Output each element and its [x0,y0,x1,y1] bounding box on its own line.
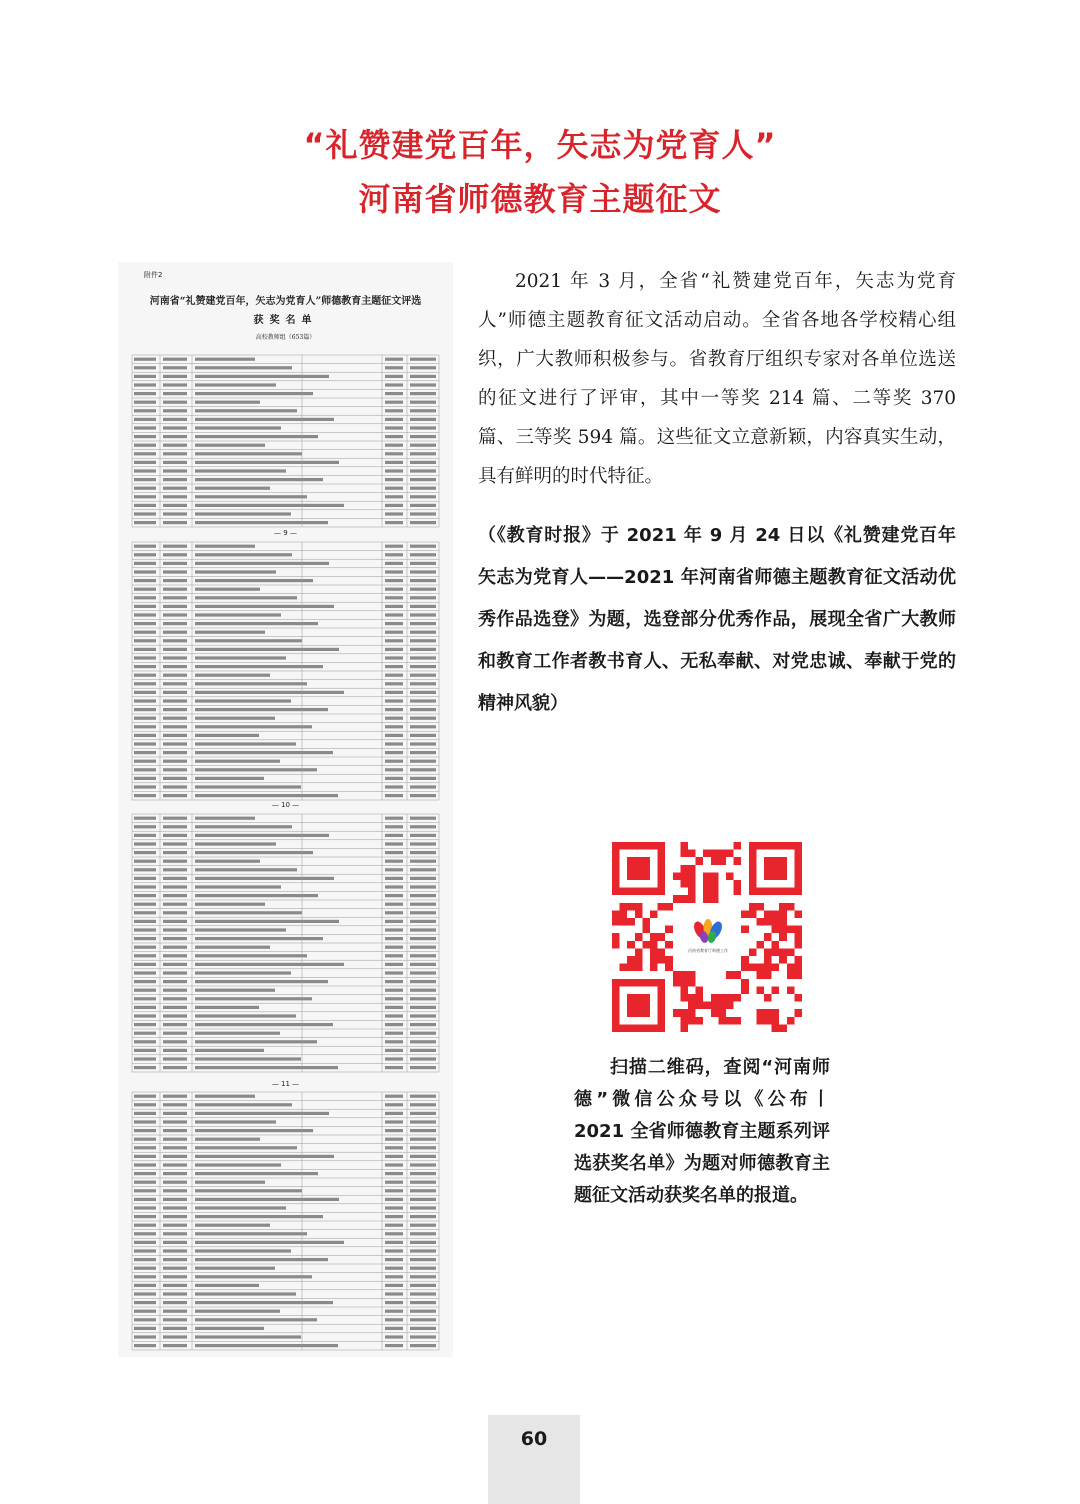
title-line-1: “礼赞建党百年，矢志为党育人” [303,126,777,164]
award-table-block [132,355,439,527]
page-number-box [488,1415,580,1504]
scan-page-marker: — 10 — [271,801,300,809]
award-table-block [132,814,439,1072]
qr-logo [680,908,736,964]
scan-page-marker: — 9 — [274,529,297,537]
scan-group-label: 高校教师组（653篇） [255,334,316,341]
scan-annex-label: 附件2 [144,271,163,279]
award-table-block [132,1092,439,1350]
award-list-scan [118,262,453,1357]
scan-page-marker: — 11 — [271,1080,300,1088]
hands-logo-icon [691,918,725,946]
scan-subtitle: 获奖名单 [253,315,318,326]
award-table-lines [118,262,453,1357]
page-number: 60 [520,1428,548,1450]
award-table-block [132,542,439,800]
title-line-2: 河南省师德教育主题征文 [358,180,722,218]
article-paragraph: 2021 年 3 月，全省“礼赞建党百年，矢志为党育人”师德主题教育征文活动启动。全省各地各学校精心组织，广大教师积极参与。省教育厅组织专家对各单位选送的征文进行了评审，其中一等奖 214 篇、二等奖 370 篇、三等奖 594 篇。这些征文立意新颖，内容真实生动，具有鲜明的时代特征。 [478,271,956,487]
scan-title: 河南省“礼赞建党百年，矢志为党育人”师德教育主题征文评选 [149,296,422,307]
publication-note: （《教育时报》于 2021 年 9 月 24 日以《礼赞建党百年 矢志为党育人——2021 年河南省师德主题教育征文活动优秀作品选登》为题，选登部分优秀作品，展现全省广大教师和教育工作者教书育人、无私奉献、对党忠诚、奉献于党的精神风貌） [478,525,956,714]
qr-caption: 扫描二维码，查阅“河南师德”微信公众号以《公布丨 2021 全省师德教育主题系列评选获奖名单》为题对师德教育主题征文活动获奖名单的报道。 [574,1057,830,1206]
qr-logo-text: 河南省教育厅师德工作 [688,948,728,953]
